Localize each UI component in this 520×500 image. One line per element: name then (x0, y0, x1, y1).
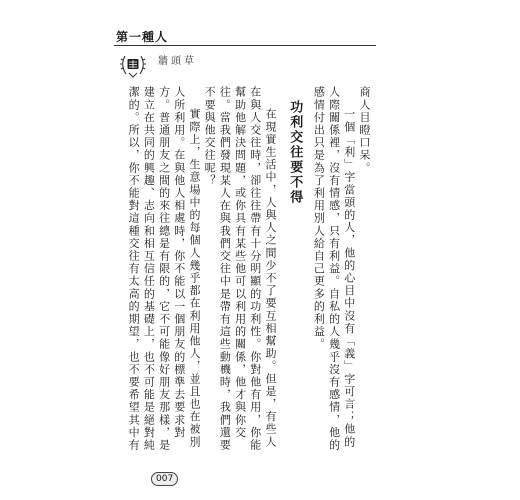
paragraph: 實際上，生意場中的每個人幾乎都在利用他人，並且也在被別人所利用。在與他人相處時，你不能以一個朋友的標準去要求對方。普通朋友之間的來往總是有限的，它不可能像好朋友那樣，是建立在共同的興趣、志向和相互信任的基礎上，也不可能是絕對純潔的。所以，你不能對這種交往有太高的期望，也不要希望其中有 (127, 86, 201, 452)
page-number: 007 (151, 472, 178, 486)
paragraph: 商人目瞪口呆。 (358, 86, 371, 175)
section-heading: 功利交往要不得 (287, 100, 303, 205)
laurel-emblem-icon (118, 52, 148, 80)
paragraph: 一個「利」字當頭的人，他的心目中沒有「義」字可言；他的人際關係裡，沒有情感，只有利益。自私的人幾乎沒有感情，他的感情付出只是為了利用別人給自己更多的利益。 (312, 86, 356, 452)
main-text (126, 86, 372, 458)
header-divider (114, 45, 376, 46)
book-title: 第一種人 (116, 30, 169, 44)
chapter-title: 牆頭草 (158, 56, 197, 67)
paragraph: 在現實生活中，人與人之間少不了要互相幫助。但是，有些人在與人交往時，卻往往帶有十分明顯的功利性。你對他有用，你能幫助他解決問題，或你具有某些他可以利用的關係，他才與你交往。當我們發現某人在與我們交往中是帶有這些動機時，我們還要不要與他交往呢？ (203, 86, 277, 452)
